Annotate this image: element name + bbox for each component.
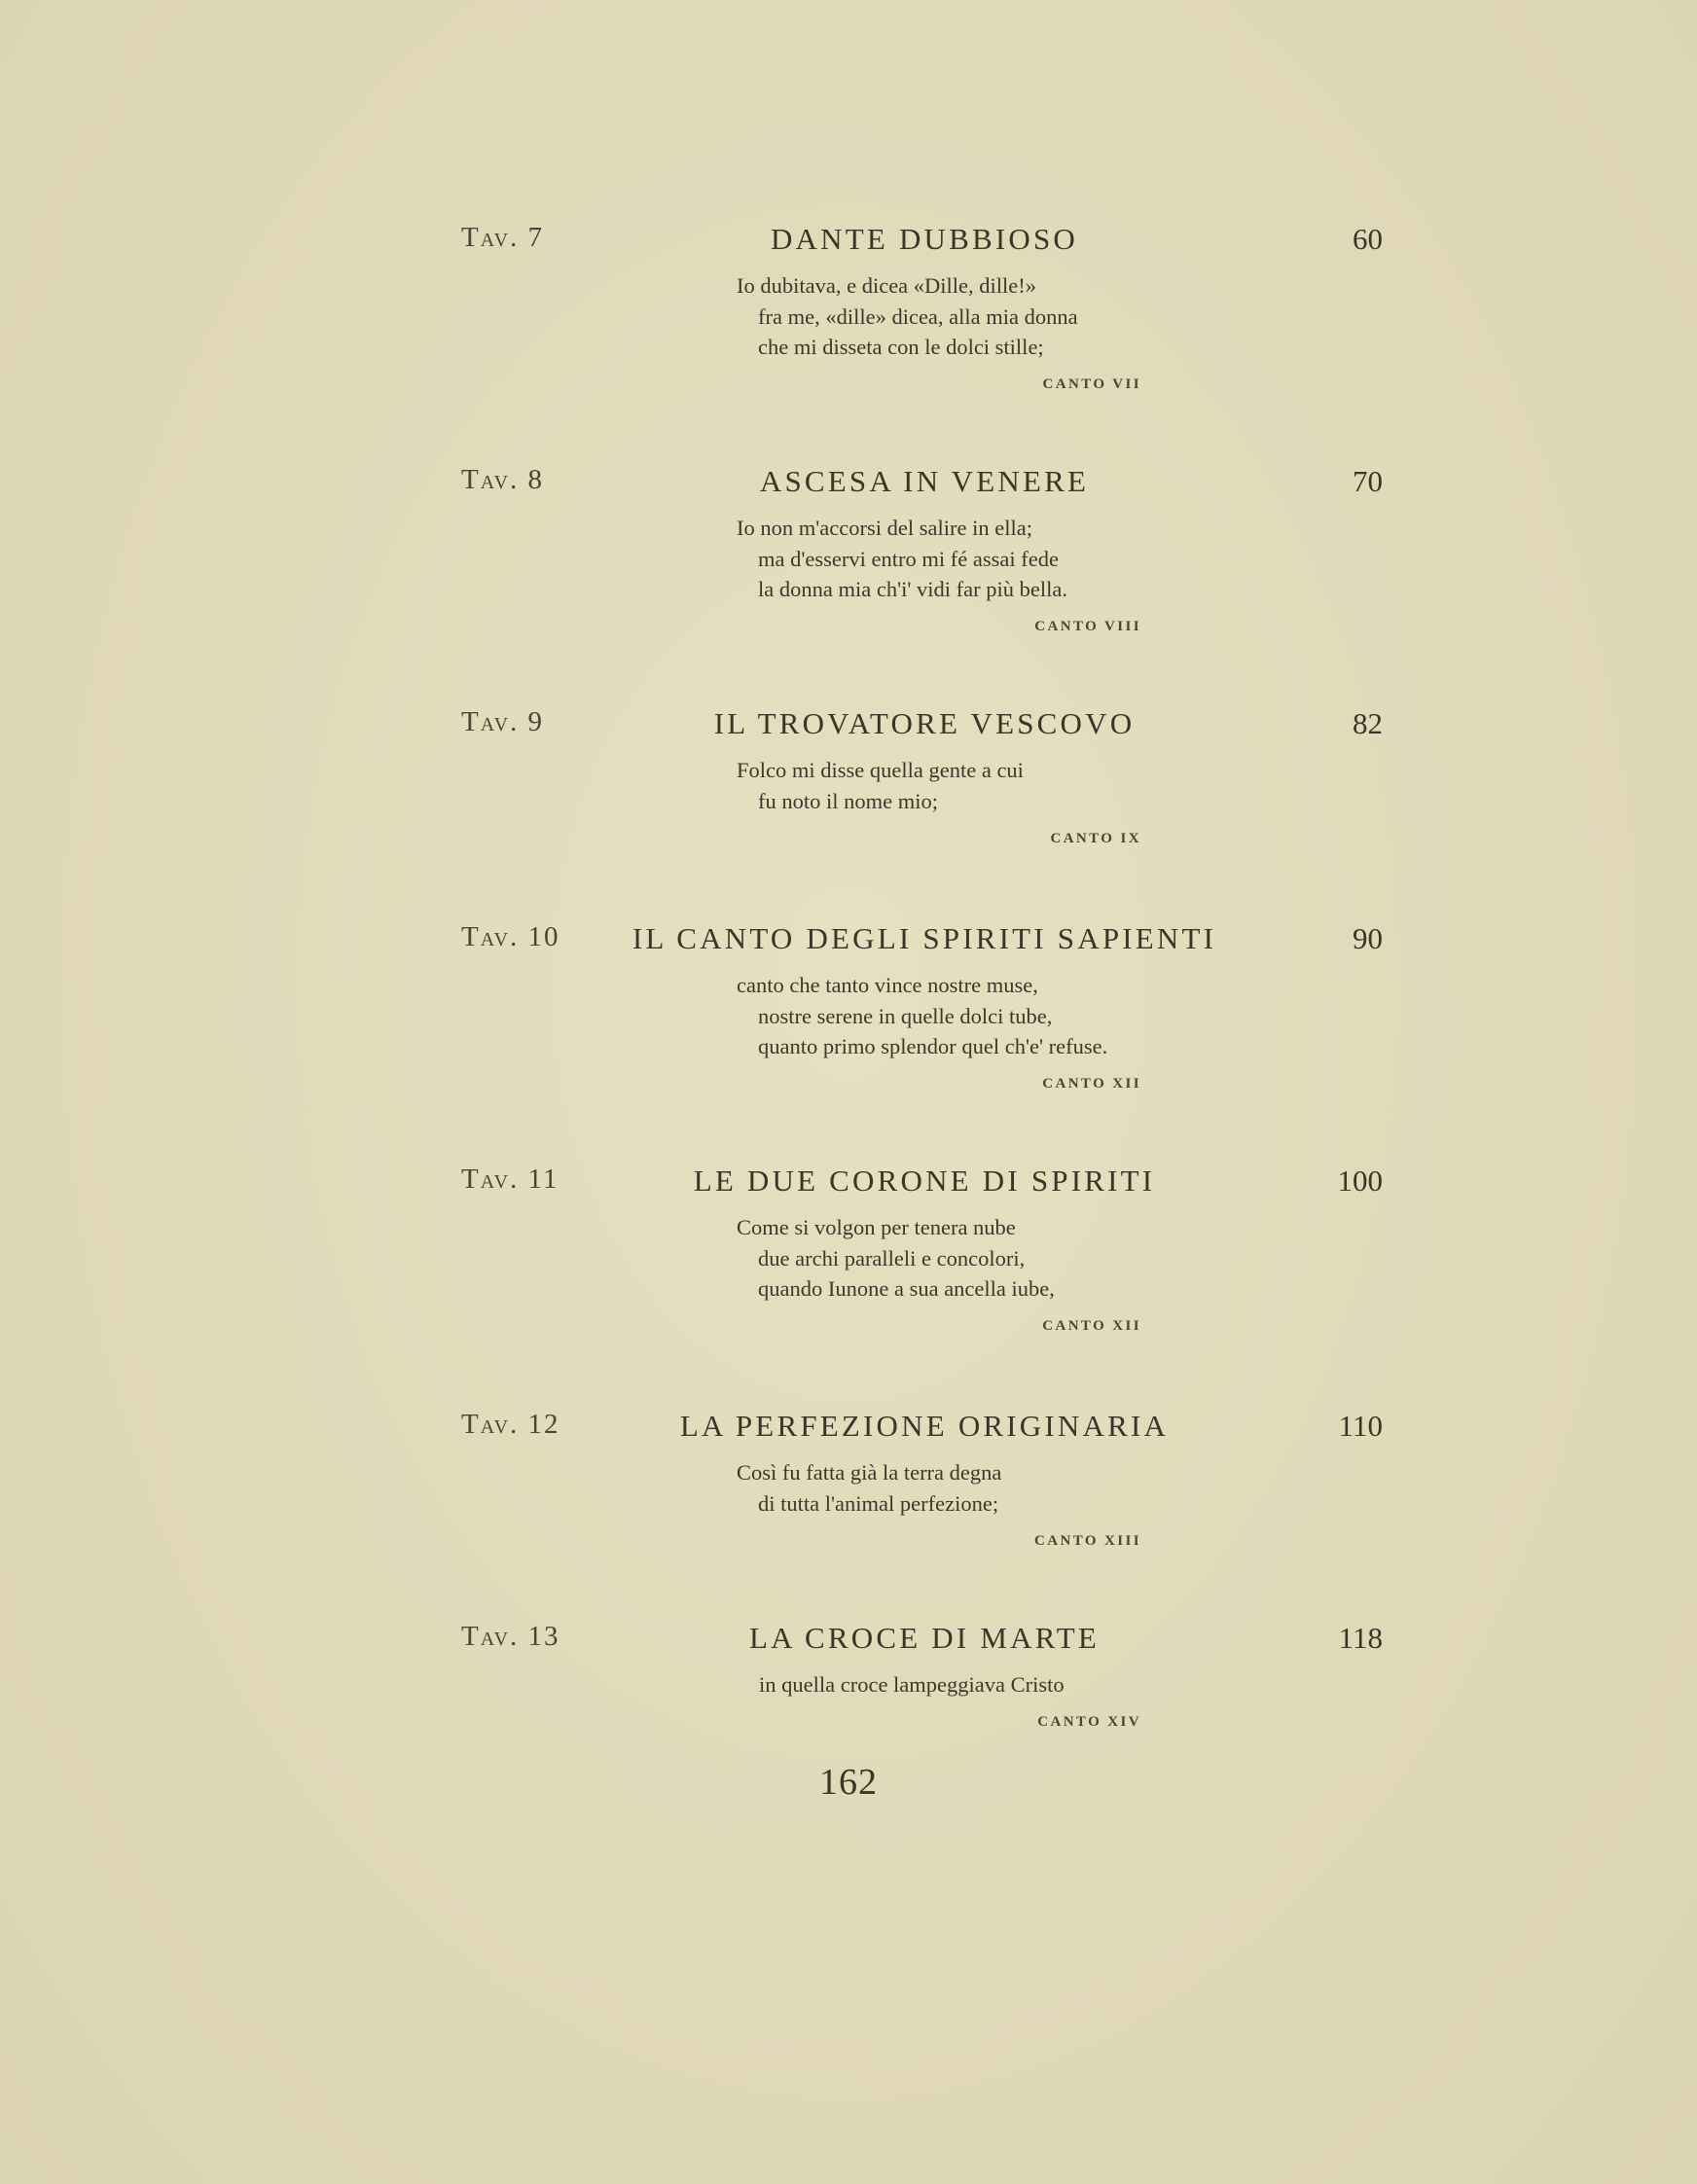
- verse-quote: [737, 1212, 1055, 1305]
- verse-line: Io non m'accorsi del salire in ella;: [737, 516, 1032, 540]
- plate-number: Tav. 8: [461, 464, 545, 495]
- verse-line: di tutta l'animal perfezione;: [758, 1490, 999, 1516]
- plate-title: LA CROCE DI MARTE: [749, 1621, 1100, 1655]
- verse-quote: [737, 1457, 1001, 1519]
- plate-number: Tav. 10: [461, 921, 560, 952]
- plate-number: Tav. 12: [461, 1409, 560, 1440]
- plate-number: Tav. 13: [461, 1621, 560, 1652]
- verse-line: quanto primo splendor quel ch'e' refuse.: [758, 1034, 1108, 1058]
- verse-quote: [737, 270, 1078, 363]
- verse-quote: [737, 513, 1067, 605]
- verse-line: fra me, «dille» dicea, alla mia donna: [758, 304, 1078, 329]
- page-reference: 82: [1353, 706, 1383, 740]
- verse-line: due archi paralleli e concolori,: [758, 1245, 1026, 1271]
- verse-line: Come si volgon per tenera nube: [737, 1215, 1016, 1239]
- verse-line: Folco mi disse quella gente a cui: [737, 758, 1024, 782]
- canto-reference: CANTO VIII: [1034, 619, 1141, 634]
- page-number: 162: [819, 1762, 878, 1803]
- page-reference: 100: [1337, 1164, 1383, 1198]
- canto-reference: CANTO VII: [1042, 376, 1141, 392]
- page-reference: 110: [1338, 1409, 1383, 1443]
- plate-title: LE DUE CORONE DI SPIRITI: [693, 1164, 1156, 1198]
- plate-title: LA PERFEZIONE ORIGINARIA: [679, 1409, 1170, 1443]
- plate-title: IL CANTO DEGLI SPIRITI SAPIENTI: [632, 921, 1217, 955]
- canto-reference: CANTO XII: [1042, 1318, 1141, 1334]
- plate-number: Tav. 9: [461, 706, 545, 737]
- verse-line: la donna mia ch'i' vidi far più bella.: [758, 577, 1068, 601]
- canto-reference: CANTO XIV: [1037, 1714, 1141, 1730]
- verse-line: nostre serene in quelle dolci tube,: [758, 1003, 1053, 1028]
- verse-quote: [737, 970, 1107, 1062]
- verse-line: Così fu fatta già la terra degna: [737, 1460, 1002, 1485]
- plate-title: DANTE DUBBIOSO: [770, 222, 1079, 256]
- canto-reference: CANTO XII: [1042, 1076, 1141, 1092]
- page-reference: 70: [1353, 464, 1383, 498]
- page-reference: 90: [1353, 921, 1383, 955]
- plate-number: Tav. 7: [461, 222, 545, 253]
- page-reference: 60: [1353, 222, 1383, 256]
- verse-line: che mi disseta con le dolci stille;: [758, 335, 1044, 359]
- verse-line: in quella croce lampeggiava Cristo: [759, 1672, 1065, 1697]
- verse-line: fu noto il nome mio;: [758, 788, 938, 813]
- verse-quote: [737, 755, 1024, 816]
- plate-title: ASCESA IN VENERE: [759, 464, 1090, 498]
- page-reference: 118: [1338, 1621, 1383, 1655]
- verse-line: quando Iunone a sua ancella iube,: [758, 1276, 1055, 1301]
- plate-title: IL TROVATORE VESCOVO: [713, 706, 1136, 740]
- verse-line: Io dubitava, e dicea «Dille, dille!»: [737, 273, 1037, 298]
- plate-number: Tav. 11: [461, 1164, 560, 1195]
- canto-reference: CANTO XIII: [1034, 1533, 1141, 1549]
- verse-quote: [759, 1669, 1065, 1701]
- canto-reference: CANTO IX: [1050, 831, 1141, 846]
- verse-line: ma d'esservi entro mi fé assai fede: [758, 546, 1059, 571]
- verse-line: canto che tanto vince nostre muse,: [737, 973, 1038, 997]
